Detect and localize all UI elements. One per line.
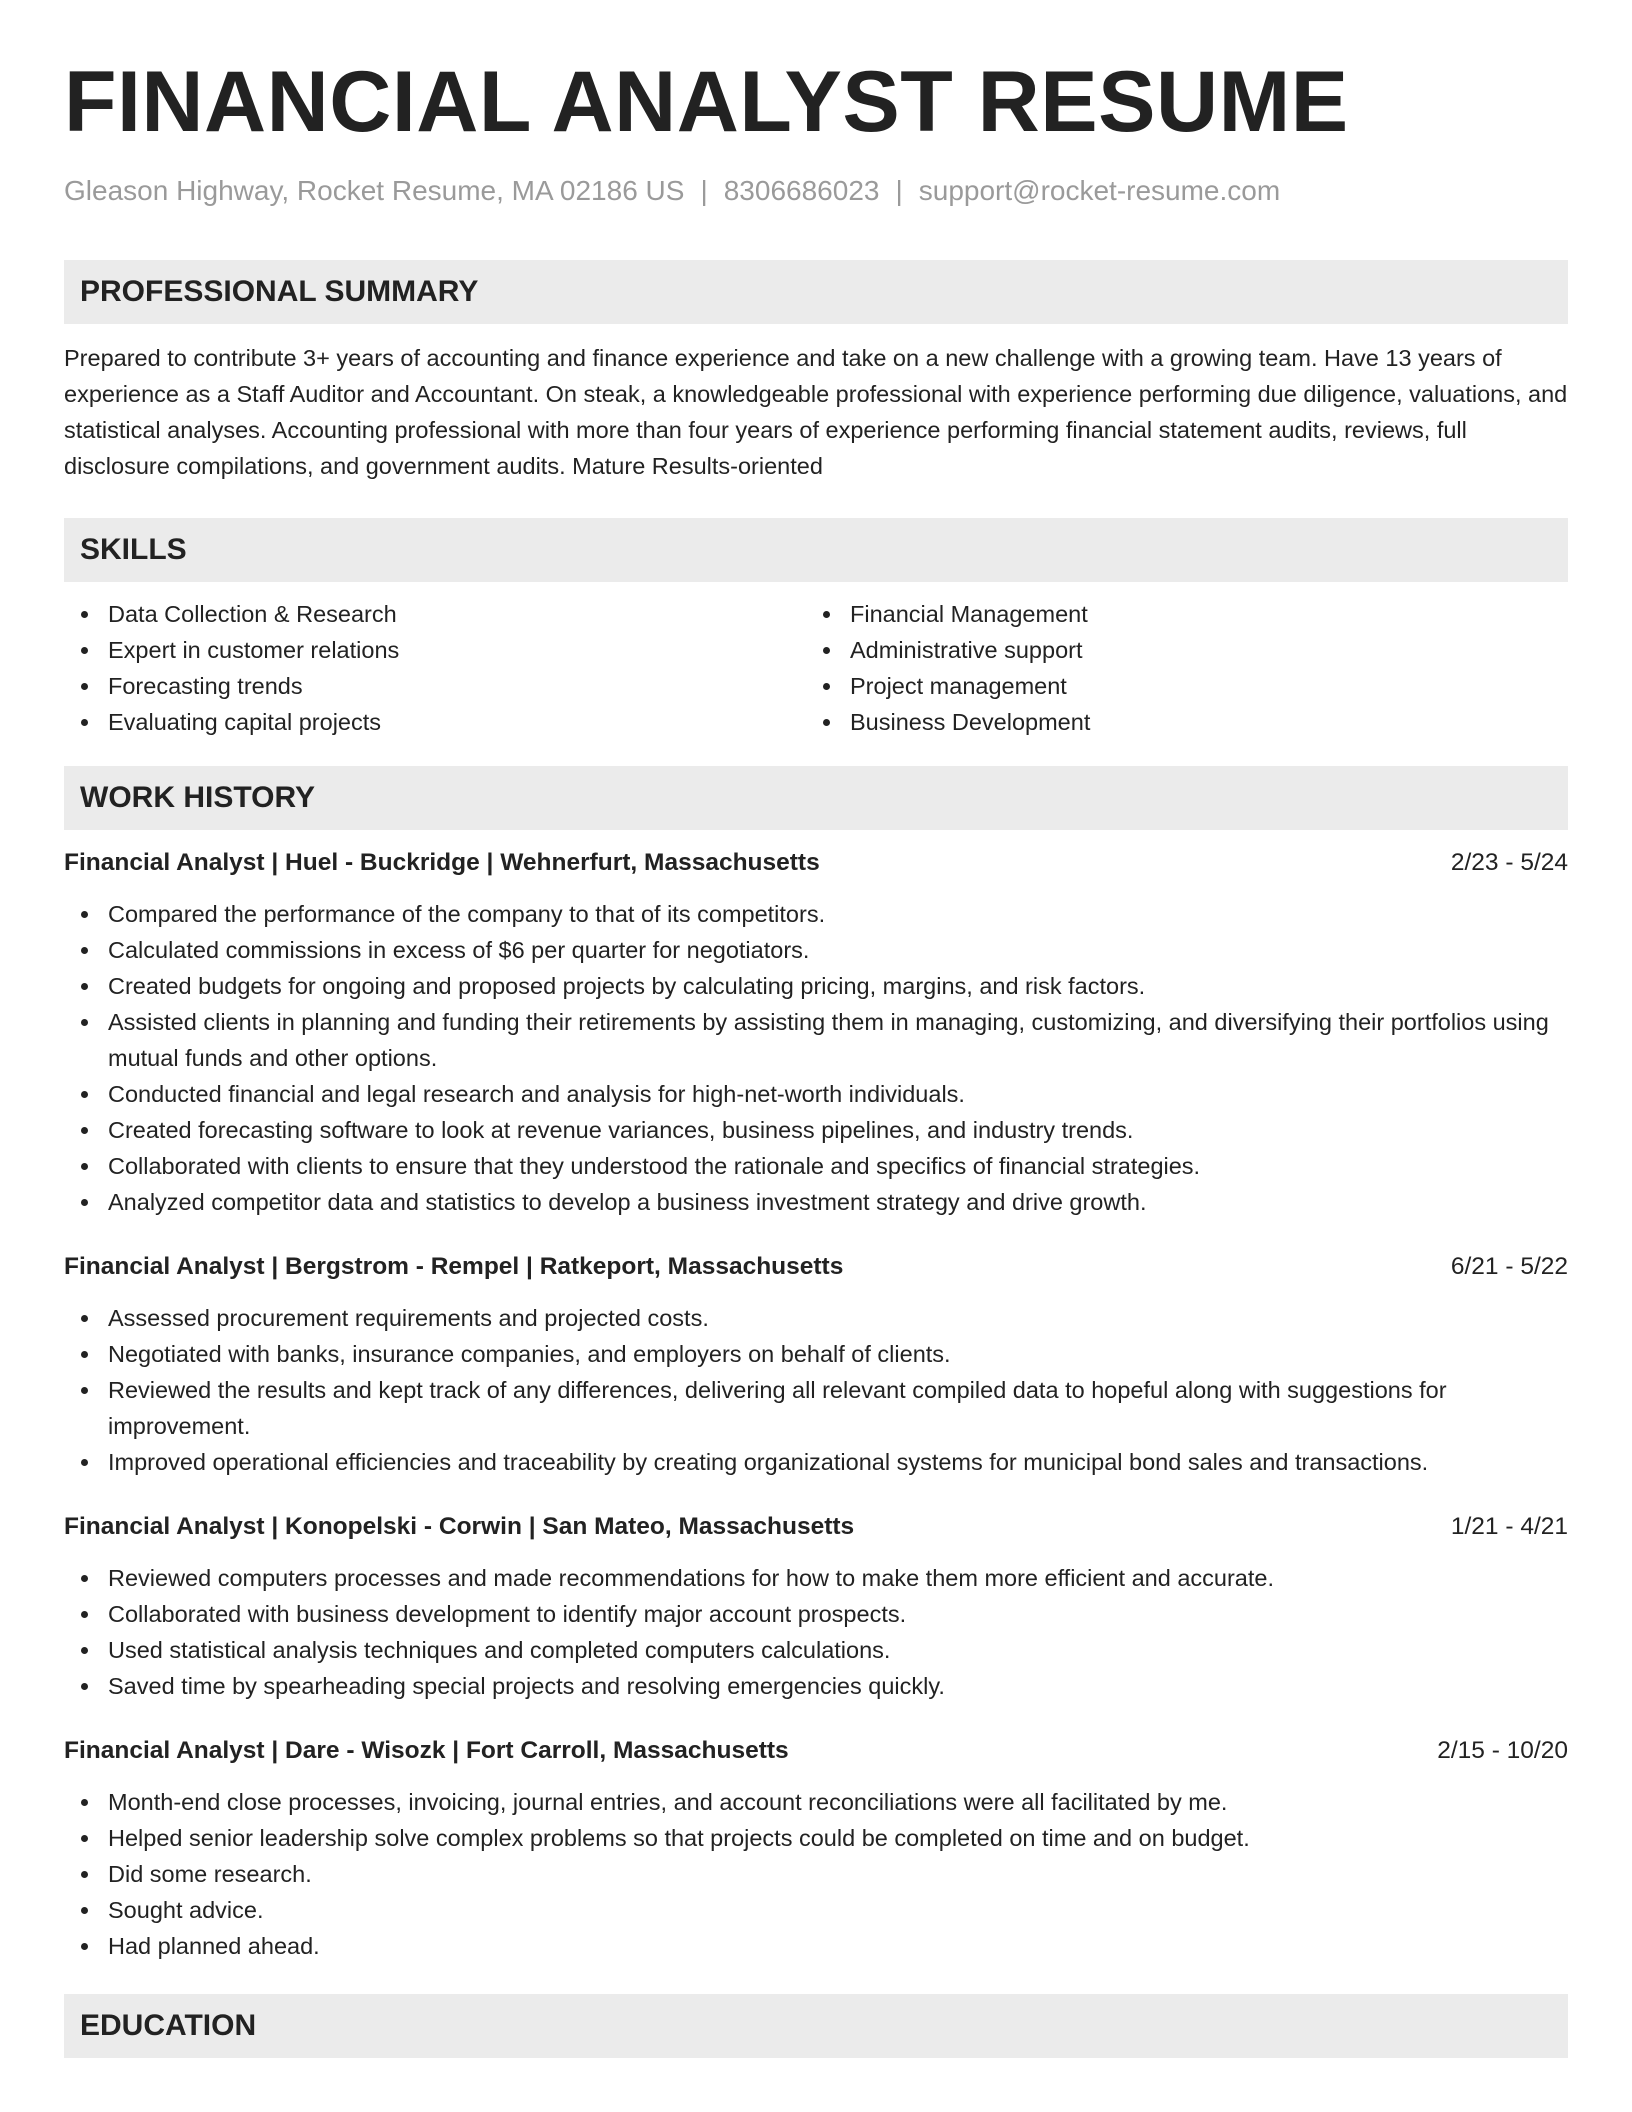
skills-column-right	[806, 596, 1548, 740]
contact-address: Gleason Highway, Rocket Resume, MA 02186 US	[64, 175, 685, 206]
job-bullet: Collaborated with clients to ensure that they understood the rationale and specifics of financial strategies.	[64, 1148, 1568, 1184]
contact-email[interactable]: support@rocket-resume.com	[918, 175, 1281, 206]
skill-item: Business Development	[806, 704, 1548, 740]
job-bullet: Negotiated with banks, insurance companies, and employers on behalf of clients.	[64, 1336, 1568, 1372]
job-bullet: Helped senior leadership solve complex problems so that projects could be completed on time and on budget.	[64, 1820, 1568, 1856]
contact-phone: 8306686023	[723, 175, 880, 206]
skill-item: Financial Management	[806, 596, 1548, 632]
job-bullet: Assessed procurement requirements and projected costs.	[64, 1300, 1568, 1336]
section-heading-work-history: WORK HISTORY	[64, 766, 1568, 830]
resume-page	[64, 0, 1568, 2058]
job-bullet: Collaborated with business development to identify major account prospects.	[64, 1596, 1568, 1632]
skill-item: Administrative support	[806, 632, 1548, 668]
summary-text: Prepared to contribute 3+ years of accounting and finance experience and take on a new challenge with a growing team. Have 13 years of experience as a Staff Auditor and Accountant. On steak, a knowledgeable professional with experience performing due diligence, valuations, and statistical analyses. Accounting professional with more than four years of experience performing financial statement audits, reviews, full disclosure compilations, and government audits. Mature Results-oriented	[64, 345, 1568, 479]
job-title: Financial Analyst | Huel - Buckridge | Wehnerfurt, Massachusetts	[64, 849, 820, 876]
job-bullet: Assisted clients in planning and funding their retirements by assisting them in managing, customizing, and diversifying their portfolios using mutual funds and other options.	[64, 1004, 1568, 1076]
job-bullet: Created forecasting software to look at revenue variances, business pipelines, and industry trends.	[64, 1112, 1568, 1148]
skill-item: Expert in customer relations	[64, 632, 806, 668]
job-dates: 1/21 - 4/21	[1450, 1513, 1568, 1540]
section-heading-education: EDUCATION	[64, 1994, 1568, 2058]
job-header	[64, 1250, 1568, 1284]
job-title: Financial Analyst | Konopelski - Corwin | San Mateo, Massachusetts	[64, 1513, 855, 1540]
section-heading-skills: SKILLS	[64, 518, 1568, 582]
contact-separator: |	[700, 175, 708, 206]
job-bullet: Compared the performance of the company to that of its competitors.	[64, 896, 1568, 932]
contact-separator: |	[895, 175, 903, 206]
job-entry	[64, 1250, 1568, 1480]
job-bullets	[64, 1784, 1568, 1964]
skill-item: Data Collection & Research	[64, 596, 806, 632]
skills-list	[64, 596, 1568, 740]
job-entry	[64, 846, 1568, 1220]
job-header	[64, 1734, 1568, 1768]
job-dates: 2/15 - 10/20	[1437, 1737, 1568, 1764]
job-bullet: Saved time by spearheading special projects and resolving emergencies quickly.	[64, 1668, 1568, 1704]
job-bullets	[64, 1560, 1568, 1704]
job-dates: 6/21 - 5/22	[1450, 1253, 1568, 1280]
job-bullet: Analyzed competitor data and statistics to develop a business investment strategy and drive growth.	[64, 1184, 1568, 1220]
contact-line	[64, 174, 1568, 208]
job-dates: 2/23 - 5/24	[1450, 849, 1568, 876]
section-heading-summary: PROFESSIONAL SUMMARY	[64, 260, 1568, 324]
job-bullet: Month-end close processes, invoicing, journal entries, and account reconciliations were all facilitated by me.	[64, 1784, 1568, 1820]
job-bullet: Calculated commissions in excess of $6 per quarter for negotiators.	[64, 932, 1568, 968]
skills-column-left	[64, 596, 806, 740]
resume-title: FINANCIAL ANALYST RESUME	[64, 54, 1349, 150]
job-bullet: Reviewed the results and kept track of any differences, delivering all relevant compiled data to hopeful along with suggestions for improvement.	[64, 1372, 1568, 1444]
job-header	[64, 1510, 1568, 1544]
job-entry	[64, 1510, 1568, 1704]
job-title: Financial Analyst | Dare - Wisozk | Fort Carroll, Massachusetts	[64, 1737, 789, 1764]
job-bullet: Sought advice.	[64, 1892, 1568, 1928]
job-bullet: Reviewed computers processes and made recommendations for how to make them more efficient and accurate.	[64, 1560, 1568, 1596]
job-bullet: Had planned ahead.	[64, 1928, 1568, 1964]
job-bullet: Did some research.	[64, 1856, 1568, 1892]
job-title: Financial Analyst | Bergstrom - Rempel | Ratkeport, Massachusetts	[64, 1253, 844, 1280]
skill-item: Forecasting trends	[64, 668, 806, 704]
job-bullets	[64, 1300, 1568, 1480]
job-bullet: Conducted financial and legal research and analysis for high-net-worth individuals.	[64, 1076, 1568, 1112]
job-bullets	[64, 896, 1568, 1220]
job-header	[64, 846, 1568, 880]
job-bullet: Used statistical analysis techniques and completed computers calculations.	[64, 1632, 1568, 1668]
skill-item: Project management	[806, 668, 1548, 704]
job-entry	[64, 1734, 1568, 1964]
job-bullet: Created budgets for ongoing and proposed projects by calculating pricing, margins, and risk factors.	[64, 968, 1568, 1004]
job-bullet: Improved operational efficiencies and traceability by creating organizational systems for municipal bond sales and transactions.	[64, 1444, 1568, 1480]
skill-item: Evaluating capital projects	[64, 704, 806, 740]
